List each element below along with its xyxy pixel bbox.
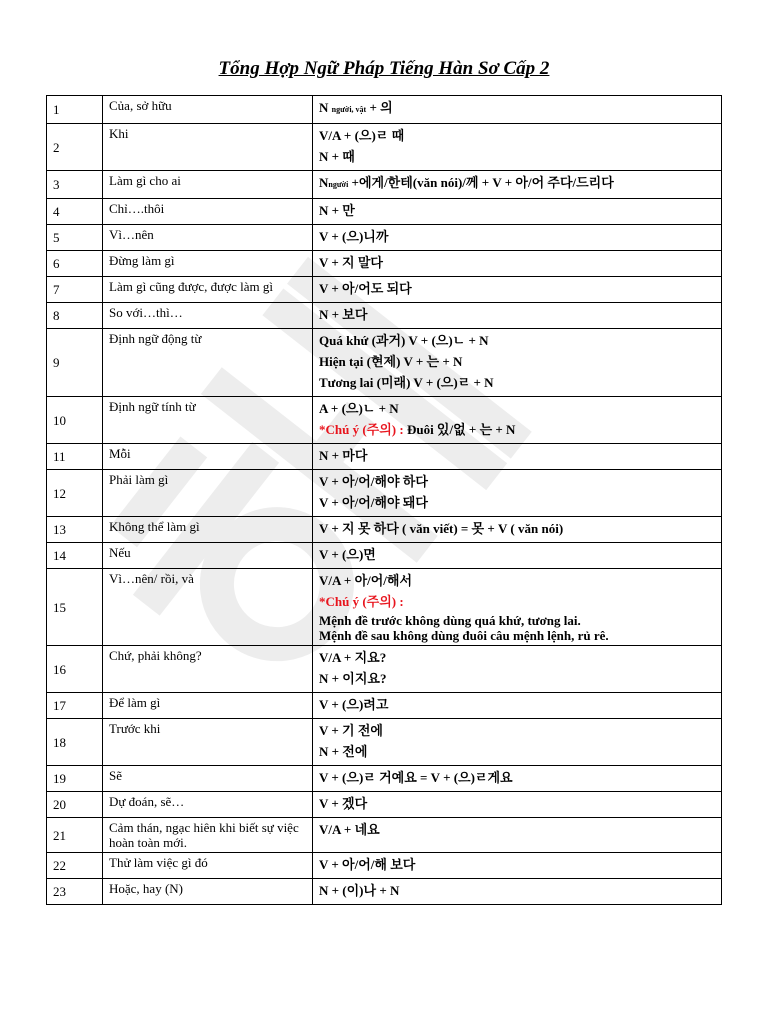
table-row — [47, 818, 722, 853]
formula-text: Mệnh đề sau không dùng đuôi câu mệnh lệnh, rủ rê. — [319, 628, 609, 643]
formula-prefix: N — [319, 100, 332, 115]
row-meaning: Nếu — [103, 543, 313, 569]
formula-line — [319, 147, 715, 168]
row-meaning: Khi — [103, 124, 313, 171]
row-meaning: Chứ, phải không? — [103, 646, 313, 693]
table-row — [47, 397, 722, 444]
formula-text: V + 아/어/해야 돼다 — [319, 495, 428, 510]
formula-suffix: + 의 — [366, 100, 393, 115]
row-number: 12 — [47, 470, 103, 517]
row-meaning: Định ngữ tính từ — [103, 397, 313, 444]
formula-text: Hiện tại (현제) V + 는 + N — [319, 354, 463, 369]
table-row — [47, 517, 722, 543]
grammar-table — [46, 95, 722, 905]
note-label: *Chú ý (주의) : — [319, 422, 407, 437]
row-number: 4 — [47, 199, 103, 225]
row-formula — [313, 303, 722, 329]
row-meaning: Chỉ….thôi — [103, 199, 313, 225]
row-formula — [313, 251, 722, 277]
row-number: 19 — [47, 766, 103, 792]
row-meaning: Cảm thán, ngạc hiên khi biết sự việc hoàn toàn mới. — [103, 818, 313, 853]
row-number: 23 — [47, 879, 103, 905]
row-formula — [313, 171, 722, 199]
row-formula — [313, 853, 722, 879]
row-formula — [313, 277, 722, 303]
formula-line — [319, 820, 715, 841]
formula-text: Đuôi 있/없 + 는 + N — [406, 422, 516, 437]
row-meaning: Phải làm gì — [103, 470, 313, 517]
row-number: 2 — [47, 124, 103, 171]
formula-line — [319, 352, 715, 373]
table-row — [47, 853, 722, 879]
formula-line — [319, 519, 715, 540]
row-formula — [313, 517, 722, 543]
formula-text: V/A + 지요? — [319, 650, 387, 665]
row-meaning: Thử làm việc gì đó — [103, 853, 313, 879]
row-number: 6 — [47, 251, 103, 277]
formula-line — [319, 446, 715, 467]
row-meaning: Đừng làm gì — [103, 251, 313, 277]
formula-text: N + 보다 — [319, 307, 368, 322]
table-row — [47, 444, 722, 470]
formula-line — [319, 331, 715, 352]
row-number: 18 — [47, 719, 103, 766]
table-row — [47, 171, 722, 199]
note-label: *Chú ý (주의) : — [319, 594, 404, 609]
formula-text: V + (으)ㄹ 거예요 = V + (으)ㄹ게요 — [319, 770, 513, 785]
row-formula — [313, 96, 722, 124]
formula-line — [319, 768, 715, 789]
formula-text: V + 지 말다 — [319, 255, 383, 270]
table-row — [47, 470, 722, 517]
row-formula — [313, 693, 722, 719]
row-meaning: Định ngữ động từ — [103, 329, 313, 397]
formula-suffix: +에게/한테(văn nói)/께 + V + 아/어 주다/드리다 — [348, 175, 614, 190]
formula-text: V + 아/어도 되다 — [319, 281, 412, 296]
formula-text: V + (으)니까 — [319, 229, 389, 244]
row-number: 7 — [47, 277, 103, 303]
formula-line — [319, 173, 715, 196]
table-row — [47, 792, 722, 818]
formula-text: Mệnh đề trước không dùng quá khứ, tương lai. — [319, 613, 581, 628]
formula-line — [319, 695, 715, 716]
page-title: Tổng Hợp Ngữ Pháp Tiếng Hàn Sơ Cấp 2 — [218, 58, 550, 79]
table-row — [47, 646, 722, 693]
formula-text: V + (으)려고 — [319, 697, 389, 712]
formula-text: N + 마다 — [319, 448, 368, 463]
table-row — [47, 225, 722, 251]
formula-line — [319, 227, 715, 248]
formula-line — [319, 420, 715, 441]
formula-text: A + (으)ㄴ + N — [319, 401, 399, 416]
formula-text: Quá khứ (과거) V + (으)ㄴ + N — [319, 333, 489, 348]
table-row — [47, 766, 722, 792]
formula-text: V + 지 못 하다 ( văn viết) = 못 + V ( văn nói) — [319, 521, 564, 536]
formula-text: N + 전에 — [319, 744, 368, 759]
formula-text: V + 기 전에 — [319, 723, 383, 738]
formula-line — [319, 399, 715, 420]
formula-subscript: người, vật — [331, 105, 367, 114]
row-number: 21 — [47, 818, 103, 853]
row-number: 8 — [47, 303, 103, 329]
table-row — [47, 569, 722, 646]
row-number: 10 — [47, 397, 103, 444]
formula-line — [319, 472, 715, 493]
formula-text: N + 만 — [319, 203, 355, 218]
row-number: 13 — [47, 517, 103, 543]
row-number: 5 — [47, 225, 103, 251]
formula-text: V + 아/어/해 보다 — [319, 857, 416, 872]
row-formula — [313, 397, 722, 444]
row-meaning: Làm gì cho ai — [103, 171, 313, 199]
table-row — [47, 719, 722, 766]
formula-line — [319, 794, 715, 815]
row-meaning: Vì…nên/ rồi, và — [103, 569, 313, 646]
row-meaning: Trước khi — [103, 719, 313, 766]
table-row — [47, 543, 722, 569]
formula-text: V + 아/어/해야 하다 — [319, 474, 428, 489]
formula-line — [319, 279, 715, 300]
formula-line — [319, 721, 715, 742]
formula-line — [319, 253, 715, 274]
row-number: 14 — [47, 543, 103, 569]
row-formula — [313, 792, 722, 818]
formula-line — [319, 648, 715, 669]
formula-line — [319, 628, 715, 643]
formula-line — [319, 669, 715, 690]
table-row — [47, 124, 722, 171]
table-row — [47, 96, 722, 124]
row-meaning: Không thể làm gì — [103, 517, 313, 543]
row-formula — [313, 879, 722, 905]
row-number: 22 — [47, 853, 103, 879]
row-meaning: Sẽ — [103, 766, 313, 792]
row-formula — [313, 470, 722, 517]
formula-text: Tương lai (미래) V + (으)ㄹ + N — [319, 375, 494, 390]
formula-line — [319, 98, 715, 121]
formula-line — [319, 613, 715, 628]
row-meaning: Của, sở hữu — [103, 96, 313, 124]
row-number: 9 — [47, 329, 103, 397]
formula-line — [319, 373, 715, 394]
row-meaning: Dự đoán, sẽ… — [103, 792, 313, 818]
formula-text: N + 때 — [319, 149, 355, 164]
formula-line — [319, 305, 715, 326]
row-number: 3 — [47, 171, 103, 199]
formula-text: V + (으)면 — [319, 547, 376, 562]
table-row — [47, 329, 722, 397]
formula-text: V/A + (으)ㄹ 때 — [319, 128, 405, 143]
formula-prefix: N — [319, 175, 329, 190]
row-number: 1 — [47, 96, 103, 124]
row-meaning: Hoặc, hay (N) — [103, 879, 313, 905]
row-formula — [313, 199, 722, 225]
formula-line — [319, 126, 715, 147]
table-row — [47, 693, 722, 719]
table-row — [47, 251, 722, 277]
row-formula — [313, 329, 722, 397]
row-meaning: Vì…nên — [103, 225, 313, 251]
table-row — [47, 199, 722, 225]
formula-line — [319, 592, 715, 613]
row-formula — [313, 766, 722, 792]
row-meaning: So với…thì… — [103, 303, 313, 329]
row-formula — [313, 569, 722, 646]
formula-text: V + 겠다 — [319, 796, 368, 811]
formula-line — [319, 855, 715, 876]
formula-line — [319, 571, 715, 592]
row-number: 11 — [47, 444, 103, 470]
row-formula — [313, 646, 722, 693]
row-meaning: Mỗi — [103, 444, 313, 470]
row-formula — [313, 719, 722, 766]
row-formula — [313, 225, 722, 251]
row-formula — [313, 543, 722, 569]
formula-text: V/A + 아/어/해서 — [319, 573, 413, 588]
formula-line — [319, 742, 715, 763]
row-number: 15 — [47, 569, 103, 646]
formula-line — [319, 881, 715, 902]
formula-subscript: người — [328, 180, 349, 189]
row-formula — [313, 444, 722, 470]
formula-line — [319, 493, 715, 514]
row-meaning: Để làm gì — [103, 693, 313, 719]
table-row — [47, 303, 722, 329]
table-row — [47, 879, 722, 905]
row-meaning: Làm gì cũng được, được làm gì — [103, 277, 313, 303]
formula-text: N + 이지요? — [319, 671, 387, 686]
row-formula — [313, 124, 722, 171]
row-formula — [313, 818, 722, 853]
row-number: 17 — [47, 693, 103, 719]
formula-text: N + (이)나 + N — [319, 883, 400, 898]
formula-line — [319, 545, 715, 566]
formula-line — [319, 201, 715, 222]
row-number: 20 — [47, 792, 103, 818]
table-row — [47, 277, 722, 303]
formula-text: V/A + 네요 — [319, 822, 380, 837]
row-number: 16 — [47, 646, 103, 693]
